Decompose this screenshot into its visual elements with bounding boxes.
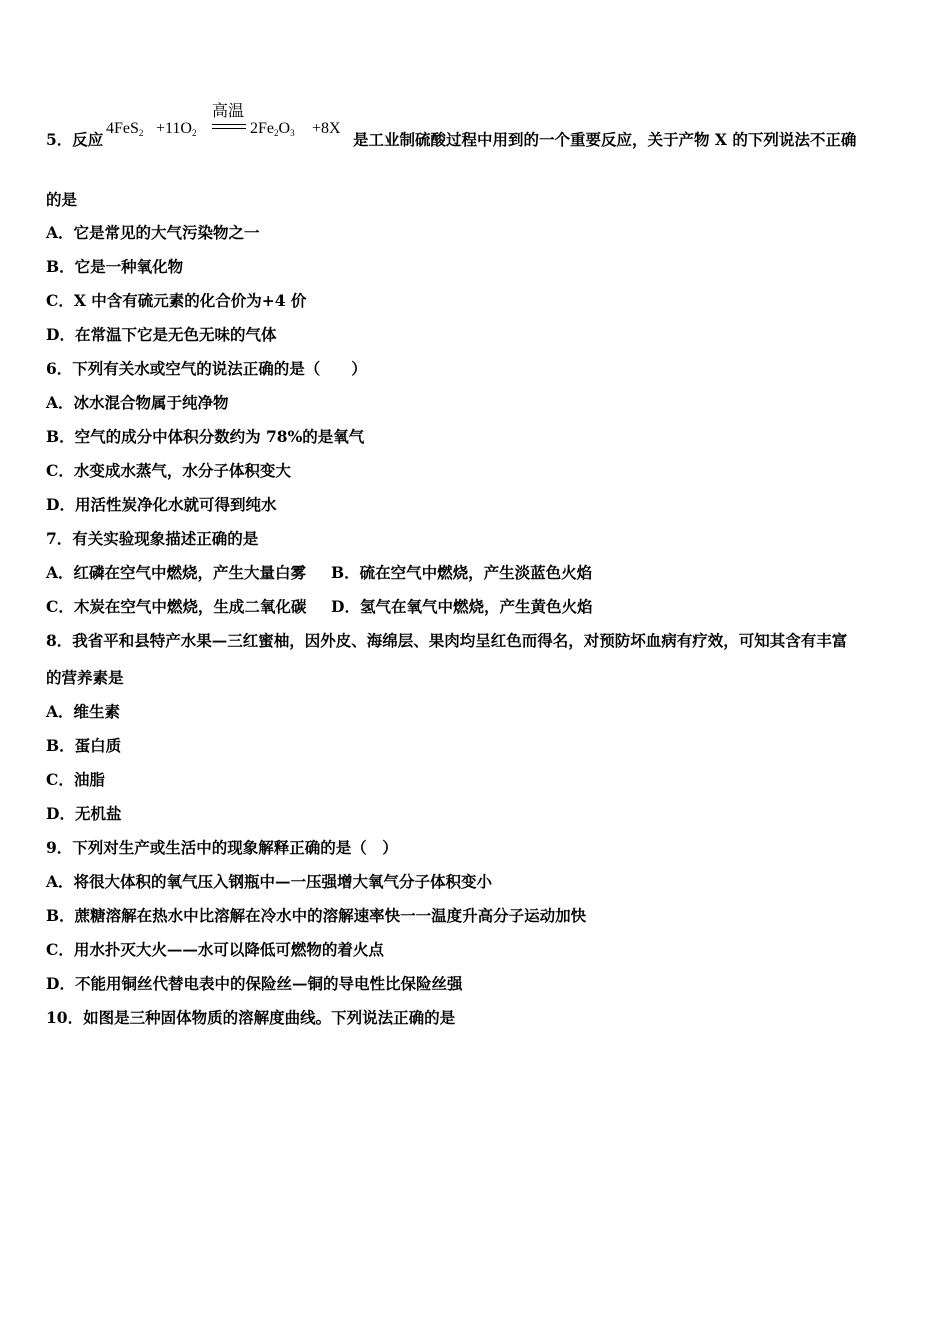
question-8-continuation: 的营养素是 — [46, 668, 124, 687]
q5-option-d: D．在常温下它是无色无味的气体 — [46, 325, 277, 344]
q7-option-b: B．硫在空气中燃烧，产生淡蓝色火焰 — [331, 563, 593, 582]
q7-option-d: D．氢气在氧气中燃烧，产生黄色火焰 — [331, 597, 593, 616]
question-5-prefix: 5．反应 — [46, 130, 104, 149]
equals-sign — [212, 124, 246, 129]
question-9-stem: 9．下列对生产或生活中的现象解释正确的是（ ） — [46, 838, 398, 857]
q9-option-d: D．不能用铜丝代替电表中的保险丝—铜的导电性比保险丝强 — [46, 974, 463, 993]
q5-option-a: A．它是常见的大气污染物之一 — [46, 223, 260, 242]
q8-option-a: A．维生素 — [46, 702, 121, 721]
q7-option-a: A．红磷在空气中燃烧，产生大量白雾 — [46, 563, 307, 582]
q8-option-b: B．蛋白质 — [46, 736, 122, 755]
q5-option-b: B．它是一种氧化物 — [46, 257, 184, 276]
q8-option-d: D．无机盐 — [46, 804, 122, 823]
q9-option-a: A．将很大体积的氧气压入钢瓶中—一压强增大氧气分子体积变小 — [46, 872, 493, 891]
question-7-stem: 7．有关实验现象描述正确的是 — [46, 529, 259, 548]
q6-option-d: D．用活性炭净化水就可得到纯水 — [46, 495, 277, 514]
question-5-suffix: 是工业制硫酸过程中用到的一个重要反应，关于产物 X 的下列说法不正确 — [353, 130, 857, 149]
q9-option-c: C．用水扑灭大火——水可以降低可燃物的着火点 — [46, 940, 384, 959]
question-8-stem: 8．我省平和县特产水果—三红蜜柚，因外皮、海绵层、果肉均呈红色而得名，对预防坏血病有疗效，可知其含有丰富 — [46, 631, 848, 650]
q9-option-b: B．蔗糖溶解在热水中比溶解在冷水中的溶解速率快一一温度升高分子运动加快 — [46, 906, 587, 925]
q6-option-a: A．冰水混合物属于纯净物 — [46, 393, 229, 412]
q8-option-c: C．油脂 — [46, 770, 105, 789]
q5-option-c: C．X 中含有硫元素的化合价为+4 价 — [46, 291, 307, 310]
question-5-continuation: 的是 — [46, 190, 78, 209]
question-6-stem: 6．下列有关水或空气的说法正确的是（ ） — [46, 359, 367, 378]
reaction-condition: 高温 — [212, 103, 245, 120]
q6-option-c: C．水变成水蒸气，水分子体积变大 — [46, 461, 291, 480]
question-10-stem: 10．如图是三种固体物质的溶解度曲线。下列说法正确的是 — [46, 1008, 456, 1027]
q6-option-b: B．空气的成分中体积分数约为 78%的是氧气 — [46, 427, 365, 446]
q7-option-c: C．木炭在空气中燃烧，生成二氧化碳 — [46, 597, 307, 616]
